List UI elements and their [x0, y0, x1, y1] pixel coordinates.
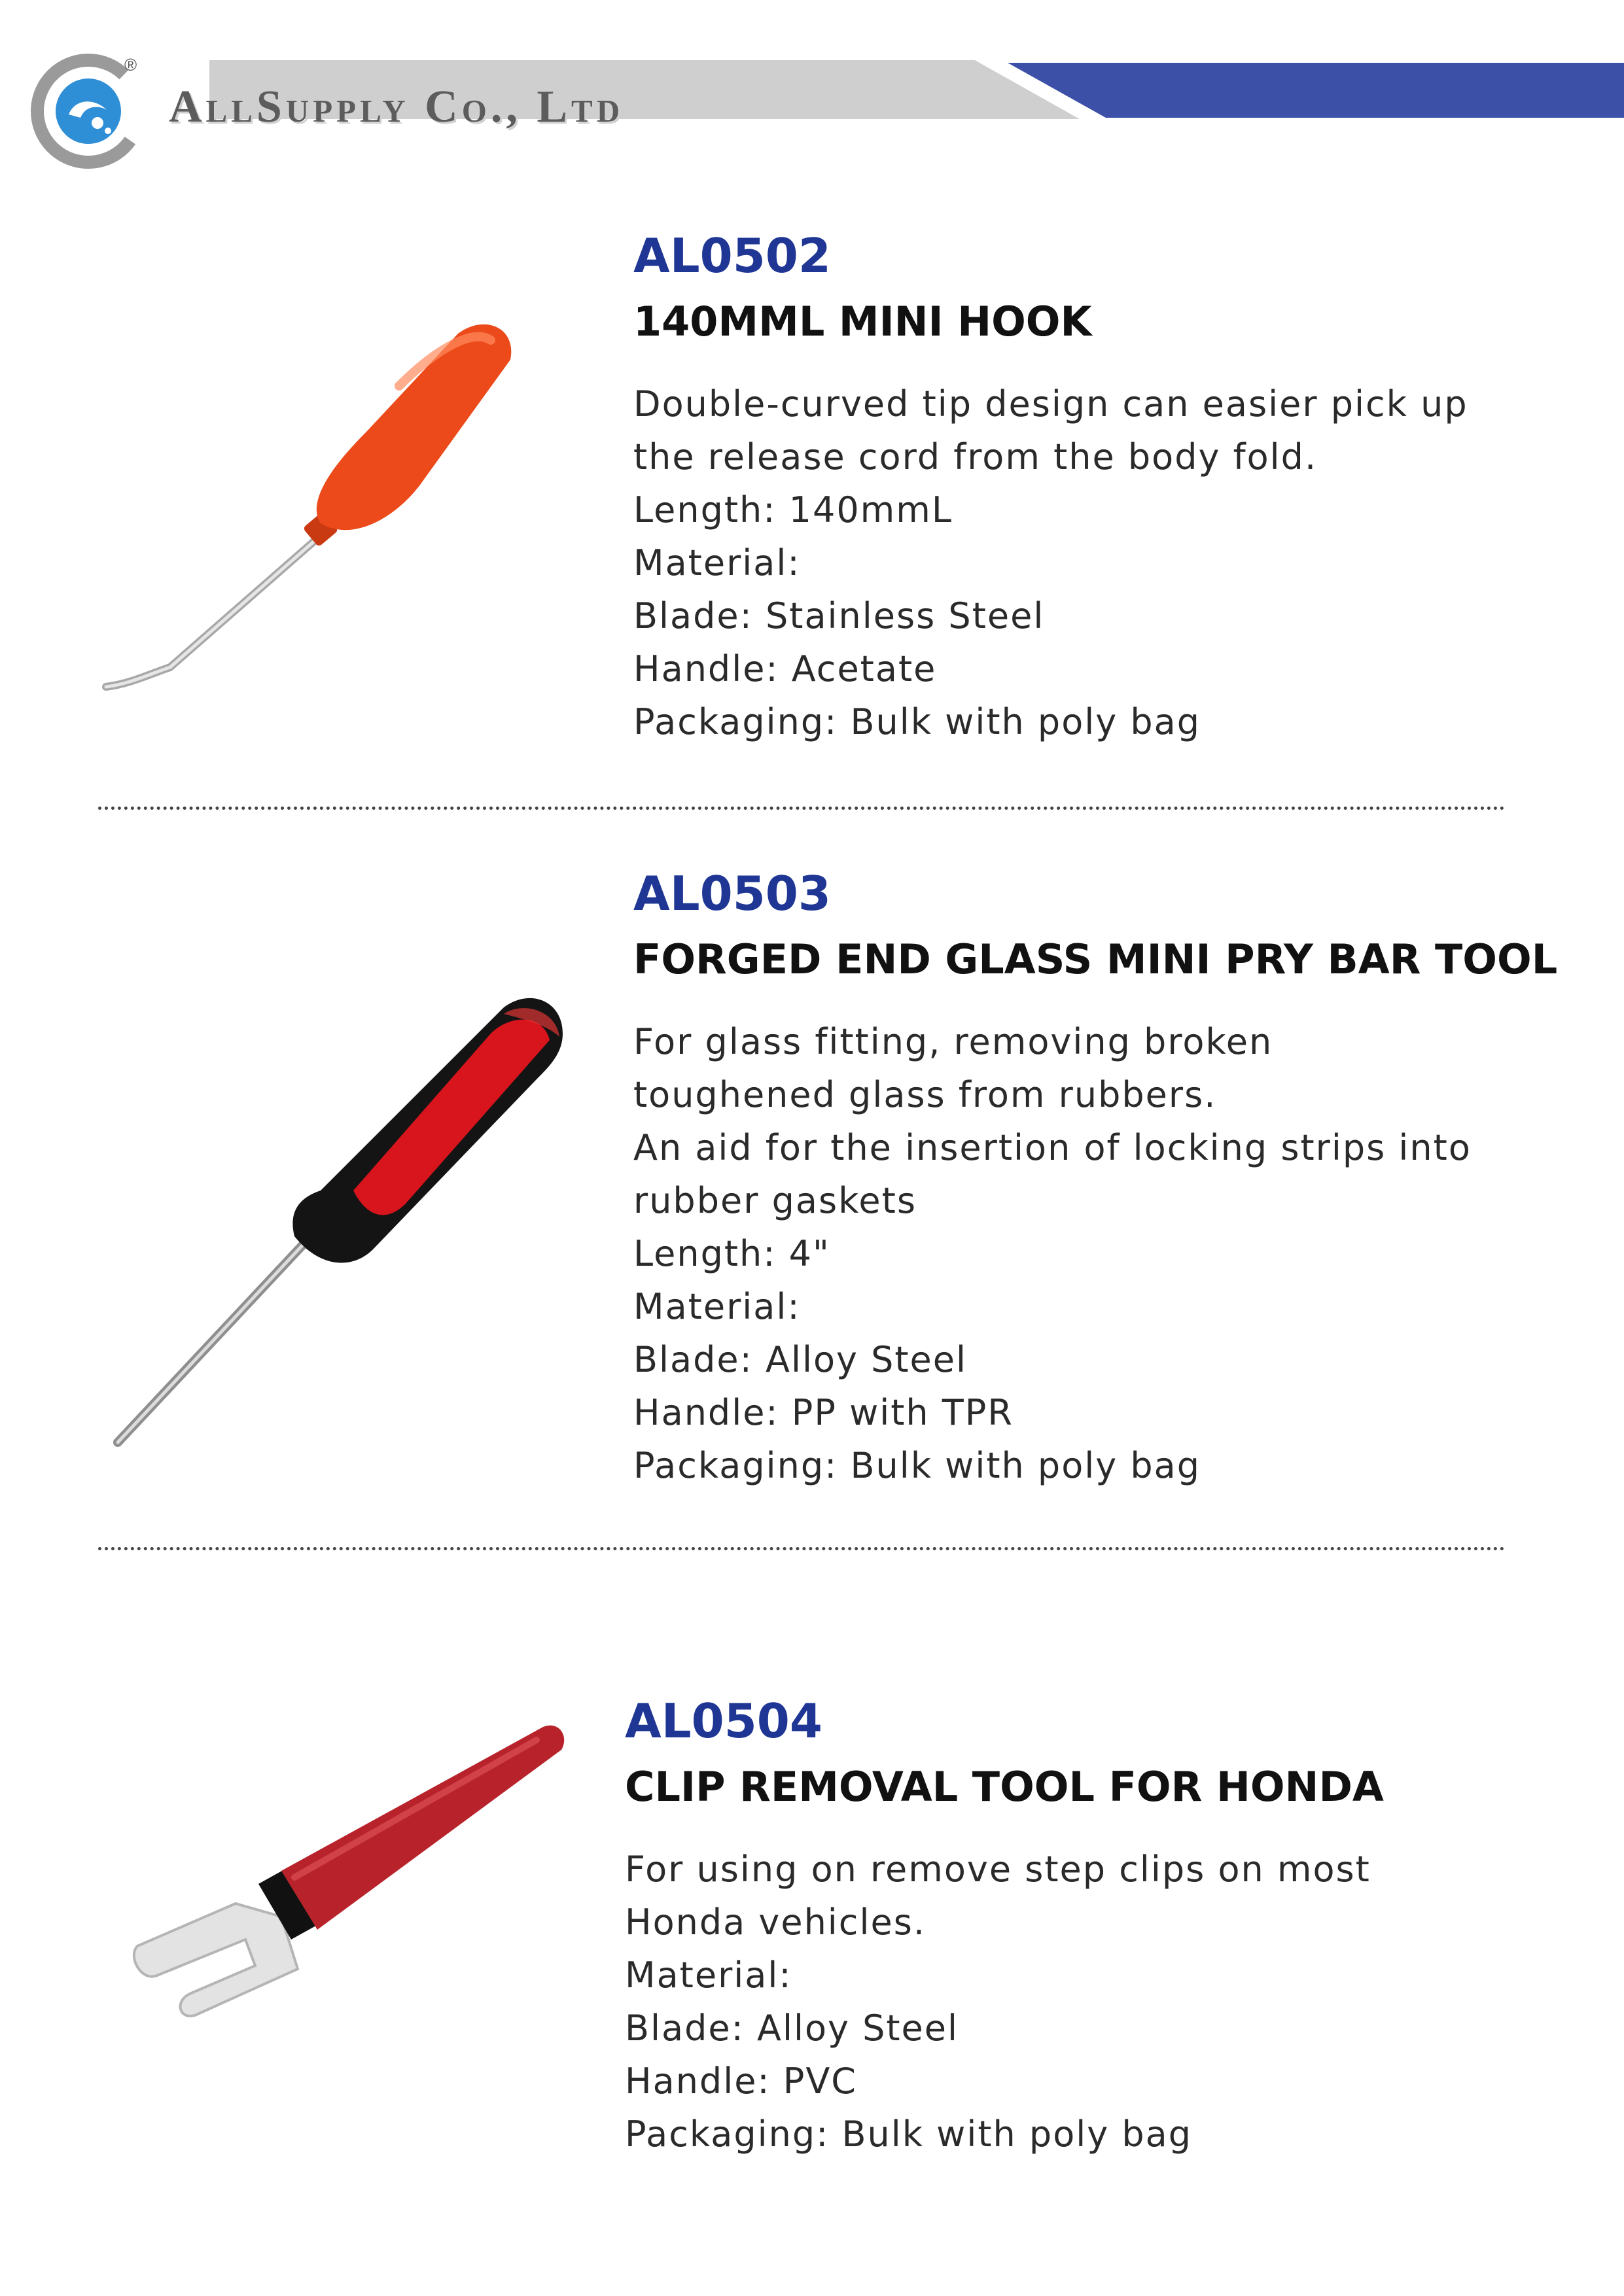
desc-line: Length: 4" [633, 1233, 830, 1274]
product-name: CLIP REMOVAL TOOL FOR HONDA [625, 1763, 1384, 1811]
product-code: AL0502 [633, 228, 831, 283]
desc-line: Packaging: Bulk with poly bag [625, 2113, 1192, 2155]
desc-line: Handle: PP with TPR [633, 1392, 1014, 1433]
desc-line: For glass fitting, removing broken [633, 1021, 1273, 1062]
desc-line: Blade: Alloy Steel [633, 1339, 968, 1380]
clip-removal-tool-icon [124, 1714, 582, 2119]
product-code: AL0503 [633, 866, 831, 921]
product-description [625, 1843, 1384, 2161]
desc-line: Handle: Acetate [633, 648, 937, 689]
desc-line: Blade: Stainless Steel [633, 595, 1045, 636]
desc-line: rubber gaskets [633, 1180, 917, 1221]
desc-line: Material: [633, 1286, 801, 1327]
product-description [633, 377, 1468, 748]
product-description [633, 1015, 1557, 1492]
desc-line: Honda vehicles. [625, 1902, 927, 1943]
product-name: FORGED END GLASS MINI PRY BAR TOOL [633, 935, 1558, 983]
section-divider [98, 807, 1505, 810]
product-info [633, 228, 1468, 748]
section-divider [98, 1547, 1505, 1550]
registered-mark: ® [124, 55, 137, 75]
desc-line: For using on remove step clips on most [625, 1849, 1371, 1890]
product-name: 140MML MINI HOOK [633, 298, 1092, 345]
desc-line: toughened glass from rubbers. [633, 1074, 1217, 1115]
desc-line: the release cord from the body fold. [633, 436, 1318, 478]
product-info [633, 866, 1558, 1492]
desc-line: Material: [633, 542, 801, 583]
product-code: AL0504 [625, 1694, 822, 1748]
desc-line: Packaging: Bulk with poly bag [633, 1445, 1201, 1486]
desc-line: Length: 140mmL [633, 489, 953, 531]
mini-hook-icon [92, 307, 589, 713]
desc-line: Handle: PVC [625, 2061, 857, 2102]
company-name: AllSupply Co., Ltd [169, 82, 624, 132]
header-accent-band [1008, 63, 1624, 118]
desc-line: An aid for the insertion of locking strips into [633, 1127, 1472, 1168]
desc-line: Material: [625, 1955, 792, 1996]
pry-bar-icon [98, 975, 582, 1485]
desc-line: Double-curved tip design can easier pick up [633, 383, 1468, 425]
product-info [625, 1694, 1384, 2161]
desc-line: Blade: Alloy Steel [625, 2008, 959, 2049]
desc-line: Packaging: Bulk with poly bag [633, 701, 1201, 742]
